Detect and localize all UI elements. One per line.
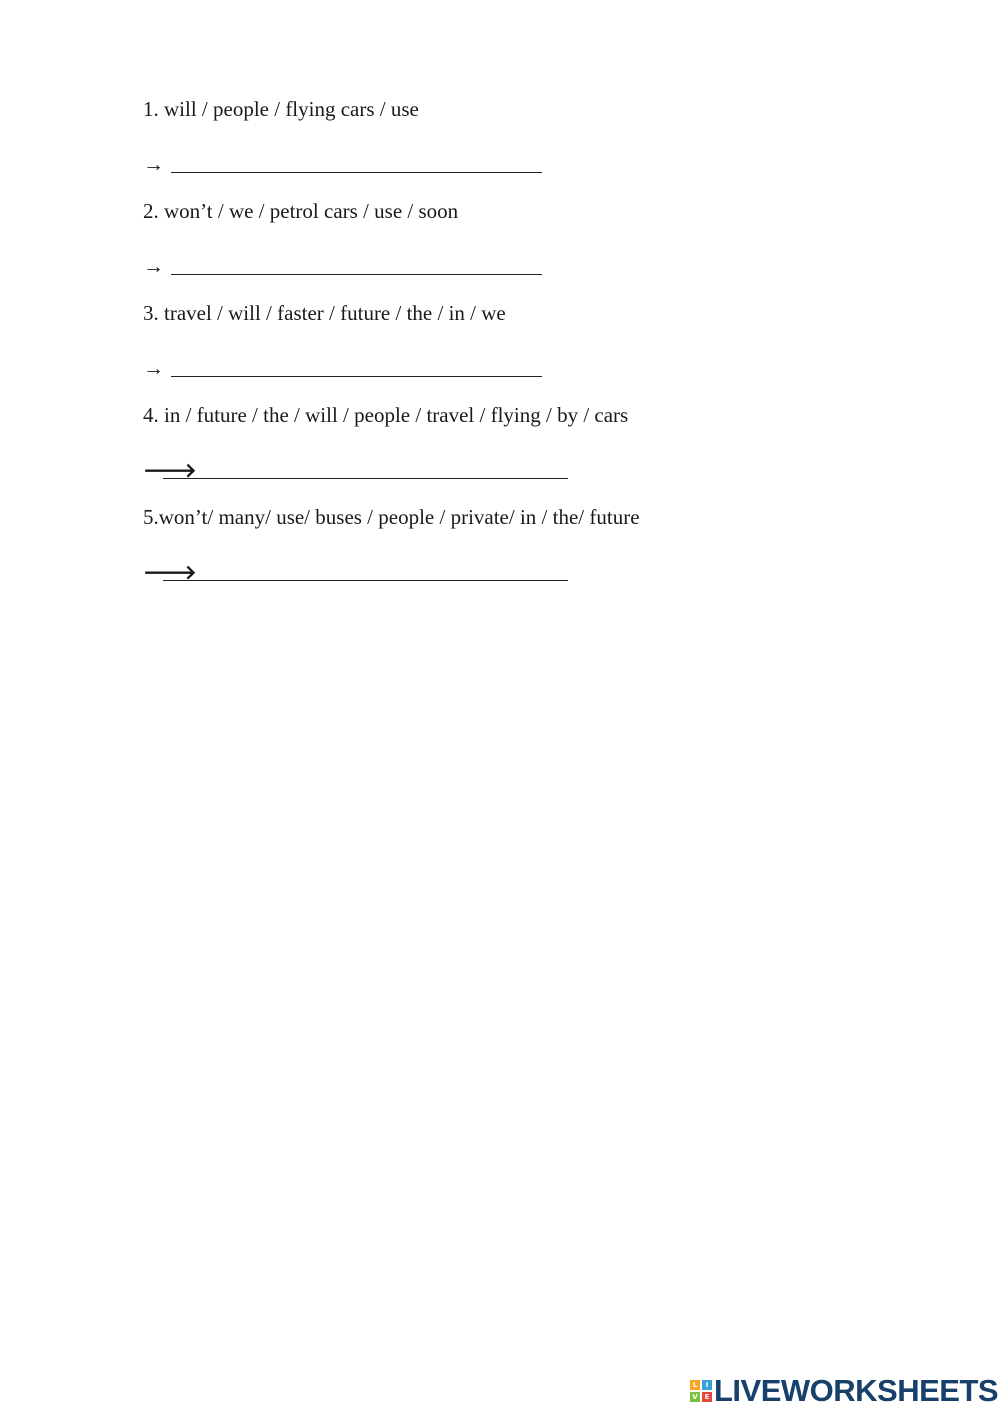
arrow-icon: 🡒 [143, 560, 197, 584]
question-5-text: 5.won’t/ many/ use/ buses / people / private/ in / the/ future [143, 505, 640, 529]
answer-field-3[interactable] [171, 354, 542, 377]
answer-field-2[interactable] [171, 252, 542, 275]
answer-row-5 [143, 555, 843, 585]
answer-field-1[interactable] [171, 150, 542, 173]
answer-row-4 [143, 453, 843, 483]
answer-row-2 [143, 249, 843, 279]
logo-blocks-icon [690, 1380, 712, 1402]
liveworksheets-logo [690, 1374, 998, 1408]
answer-field-4[interactable] [163, 456, 568, 479]
logo-block-v: V [690, 1392, 700, 1402]
worksheet [143, 96, 843, 606]
question-4-text: 4. in / future / the / will / people / travel / flying / by / cars [143, 403, 629, 427]
arrow-icon: 🡒 [143, 458, 197, 482]
question-3-text: 3. travel / will / faster / future / the / in / we [143, 301, 506, 325]
answer-field-5[interactable] [163, 558, 568, 581]
logo-block-i: I [702, 1380, 712, 1390]
answer-row-3 [143, 351, 843, 381]
arrow-icon: → [143, 356, 164, 380]
question-1-text: 1. will / people / flying cars / use [143, 97, 419, 121]
arrow-icon: → [143, 254, 164, 278]
logo-text: LIVEWORKSHEETS [714, 1373, 999, 1408]
answer-row-1 [143, 147, 843, 177]
logo-block-e: E [702, 1392, 712, 1402]
question-2-text: 2. won’t / we / petrol cars / use / soon [143, 199, 459, 223]
logo-block-l: L [690, 1380, 700, 1390]
arrow-icon: → [143, 152, 164, 176]
